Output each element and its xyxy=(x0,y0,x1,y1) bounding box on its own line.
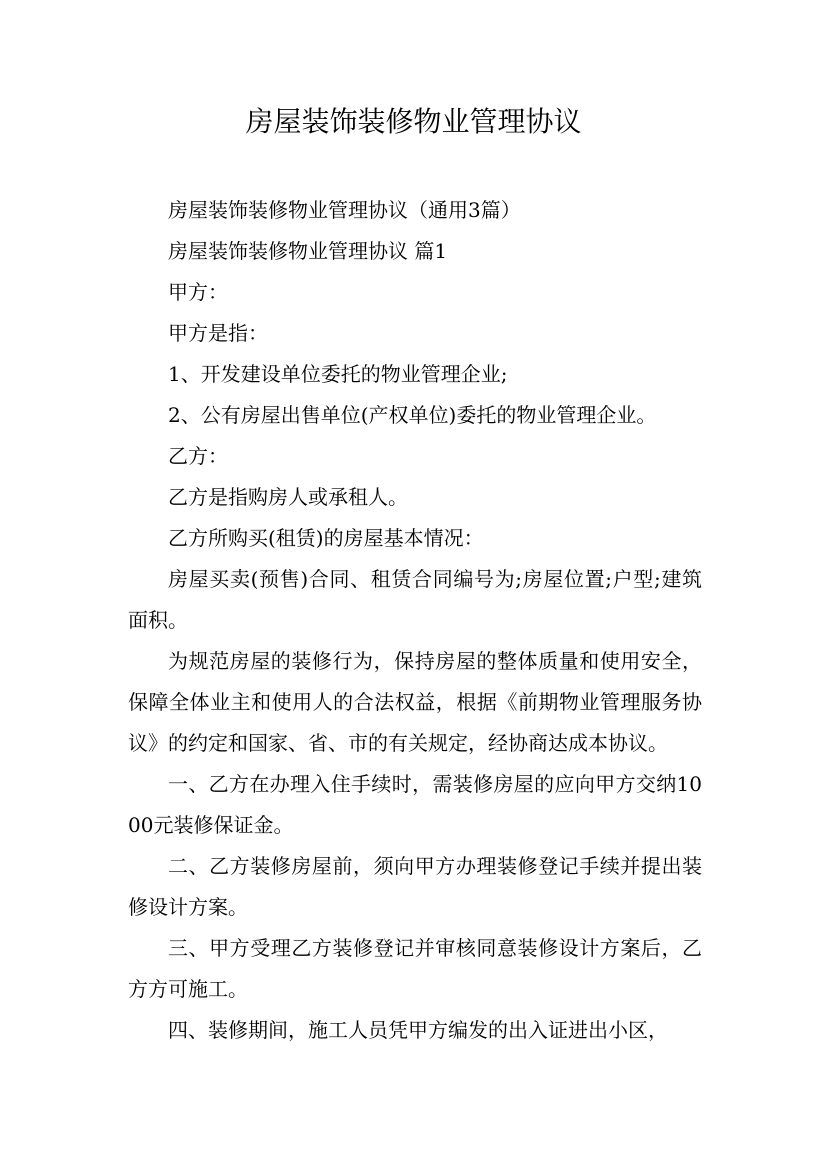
paragraph: 四、装修期间，施工人员凭甲方编发的出入证进出小区， xyxy=(168,1018,668,1042)
paragraph: 2、公有房屋出售单位(产权单位)委托的物业管理企业。 xyxy=(168,403,657,427)
paragraph: 一、乙方在办理入住手续时，需装修房屋的应向甲方交纳1000元装修保证金。 xyxy=(128,772,702,837)
paragraph: 甲方是指： xyxy=(168,321,268,345)
paragraph: 1、开发建设单位委托的物业管理企业; xyxy=(168,362,508,386)
paragraph: 二、乙方装修房屋前，须向甲方办理装修登记手续并提出装修设计方案。 xyxy=(128,854,702,919)
paragraph: 房屋买卖(预售)合同、租赁合同编号为;房屋位置;户型;建筑面积。 xyxy=(128,567,702,632)
document-title: 房屋装饰装修物业管理协议 xyxy=(245,105,582,138)
paragraph: 乙方： xyxy=(168,444,228,468)
paragraph: 乙方所购买(租赁)的房屋基本情况： xyxy=(168,526,484,550)
paragraph: 三、甲方受理乙方装修登记并审核同意装修设计方案后，乙方方可施工。 xyxy=(128,936,702,1001)
paragraph: 甲方： xyxy=(168,280,228,304)
paragraph: 房屋装饰装修物业管理协议（通用3篇） xyxy=(168,198,521,222)
paragraph: 房屋装饰装修物业管理协议 篇1 xyxy=(168,239,448,263)
document-body xyxy=(128,190,702,1051)
paragraph: 为规范房屋的装修行为，保持房屋的整体质量和使用安全，保障全体业主和使用人的合法权益，根据《前期物业管理服务协议》的约定和国家、省、市的有关规定，经协商达成本协议。 xyxy=(128,649,702,755)
paragraph: 乙方是指购房人或承租人。 xyxy=(168,485,408,509)
